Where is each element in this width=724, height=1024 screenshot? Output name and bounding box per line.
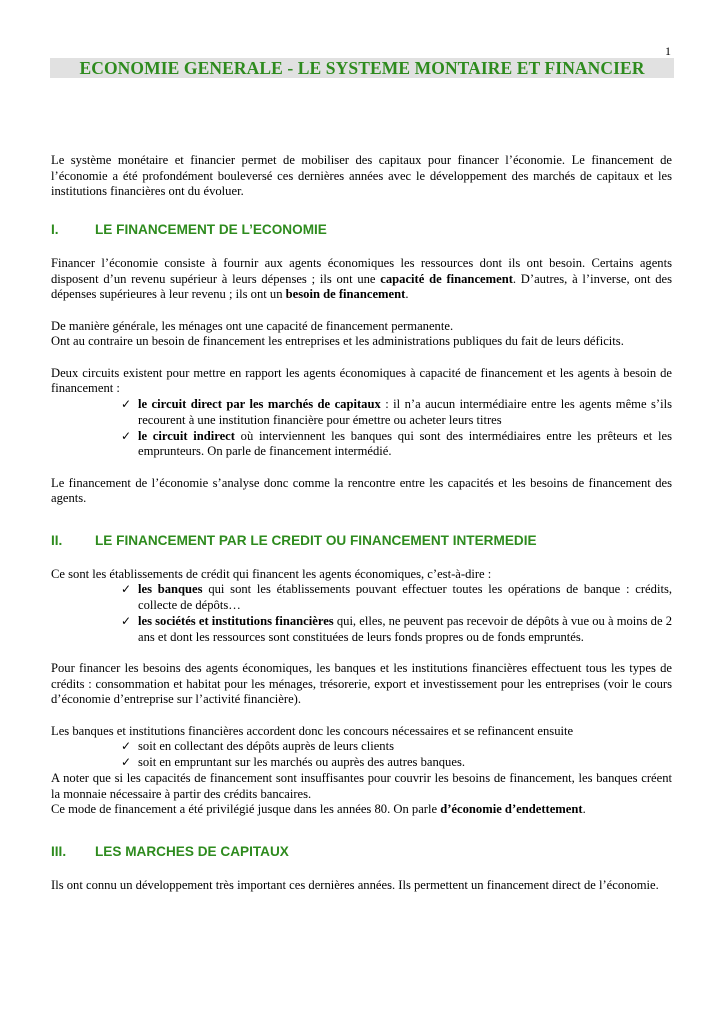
text: qui, elles, ne peuvent pas recevoir de dépôts à vue ou à moins de 2 ans et dont les ressources sont constituées de leurs fonds propres ou de fonds empruntés.: [138, 613, 672, 644]
list-item: [51, 755, 672, 771]
checkmark-icon: ✓: [121, 582, 132, 597]
text: où interviennent les banques qui sont des intermédiaires entre les prêteurs et les emprunteurs. On parle de financement intermédié.: [138, 428, 672, 459]
text: Ont au contraire un besoin de financement les entreprises et les administrations publiques du fait de leurs déficits.: [51, 334, 624, 349]
text: soit en empruntant sur les marchés ou auprès des autres banques.: [138, 755, 465, 770]
text: .: [405, 287, 409, 302]
list-item: [51, 582, 672, 613]
paragraph: Pour financer les besoins des agents économiques, les banques et les institutions financières effectuent tous les types de crédits : consommation et habitat pour les ménages, trésorerie, export et investissement pour les entreprises (voir le cours d’économie d’entreprise sur l’activité financière).: [51, 660, 672, 707]
checkmark-icon: ✓: [121, 739, 132, 754]
paragraph: Le financement de l’économie s’analyse donc comme la rencontre entre les capacités et les besoins de financement des agents.: [51, 475, 672, 506]
bold-term: capacité de financement: [380, 271, 513, 286]
paragraph: [51, 319, 672, 350]
bold-term: le circuit direct par les marchés de capitaux: [138, 397, 381, 412]
bold-term: les sociétés et institutions financières: [138, 613, 334, 628]
bold-term: les banques: [138, 582, 203, 597]
text: Ce mode de financement a été privilégié jusque dans les années 80. On parle: [51, 802, 441, 817]
section-number: I.: [51, 222, 59, 238]
intro-paragraph: Le système monétaire et financier permet de mobiliser des capitaux pour financer l’économie. Le financement de l’économie a été profondément bouleversé ces dernières années avec le développement des marchés de capitaux et les institutions financières ont du évoluer.: [51, 153, 672, 199]
text: soit en collectant des dépôts auprès de leurs clients: [138, 739, 394, 754]
page-number: 1: [665, 44, 671, 58]
section-heading-2: [51, 533, 672, 549]
paragraph: A noter que si les capacités de financement sont insuffisantes pour couvrir les besoins de financement, les banques créent la monnaie nécessaire à partir des crédits bancaires.: [51, 770, 672, 801]
title-bar: [50, 58, 674, 78]
section-number: III.: [51, 843, 67, 859]
section-number: II.: [51, 533, 63, 549]
list-item: [51, 739, 672, 755]
bullet-list: [51, 582, 672, 645]
section-title: LES MARCHES DE CAPITAUX: [95, 843, 289, 859]
bullet-list: [51, 397, 672, 460]
text: qui sont les établissements pouvant effectuer toutes les opérations de banque : crédits, collecte de dépôts…: [138, 582, 672, 613]
paragraph: Ce sont les établissements de crédit qui financent les agents économiques, c’est-à-dire :: [51, 566, 492, 581]
text: .: [582, 802, 586, 817]
paragraph: [51, 802, 672, 818]
text: Financer l’économie consiste à fournir aux agents économiques les ressources dont ils ont besoin. Certains agents disposent d’un revenu supérieur à leurs dépenses ; ils ont une: [51, 255, 672, 286]
paragraph: Deux circuits existent pour mettre en rapport les agents économiques à capacité de financement et les agents à besoin de financement :: [51, 365, 672, 396]
paragraph: [51, 256, 672, 303]
list-item: [51, 397, 672, 428]
section-title: LE FINANCEMENT PAR LE CREDIT OU FINANCEMENT INTERMEDIE: [95, 533, 537, 549]
section-heading-3: [51, 844, 672, 860]
bullet-list: [51, 739, 672, 770]
bold-term: d’économie d’endettement: [440, 802, 583, 817]
section-heading-1: [51, 222, 672, 238]
bold-term: le circuit indirect: [138, 428, 235, 443]
paragraph: Les banques et institutions financières accordent donc les concours nécessaires et se refinancent ensuite: [51, 723, 574, 738]
list-item: [51, 429, 672, 460]
bold-term: besoin de financement: [285, 287, 406, 302]
checkmark-icon: ✓: [121, 397, 132, 412]
document-title: ECONOMIE GENERALE - LE SYSTEME MONTAIRE ET FINANCIER: [79, 58, 645, 78]
checkmark-icon: ✓: [121, 755, 132, 770]
list-item: [51, 614, 672, 645]
text: : il n’a aucun intermédiaire entre les agents même s’ils recourent à une institution financière pour émettre ou acheter leurs titres: [138, 397, 672, 427]
section-title: LE FINANCEMENT DE L’ECONOMIE: [95, 222, 327, 238]
document-body: [51, 153, 672, 893]
checkmark-icon: ✓: [121, 613, 132, 628]
text: De manière générale, les ménages ont une capacité de financement permanente.: [51, 318, 454, 333]
checkmark-icon: ✓: [121, 428, 132, 443]
paragraph: Ils ont connu un développement très important ces dernières années. Ils permettent un financement direct de l’économie.: [51, 877, 659, 892]
text: . D’autres, à l’inverse, ont des dépenses supérieures à leur revenu ; ils ont un: [51, 271, 673, 302]
